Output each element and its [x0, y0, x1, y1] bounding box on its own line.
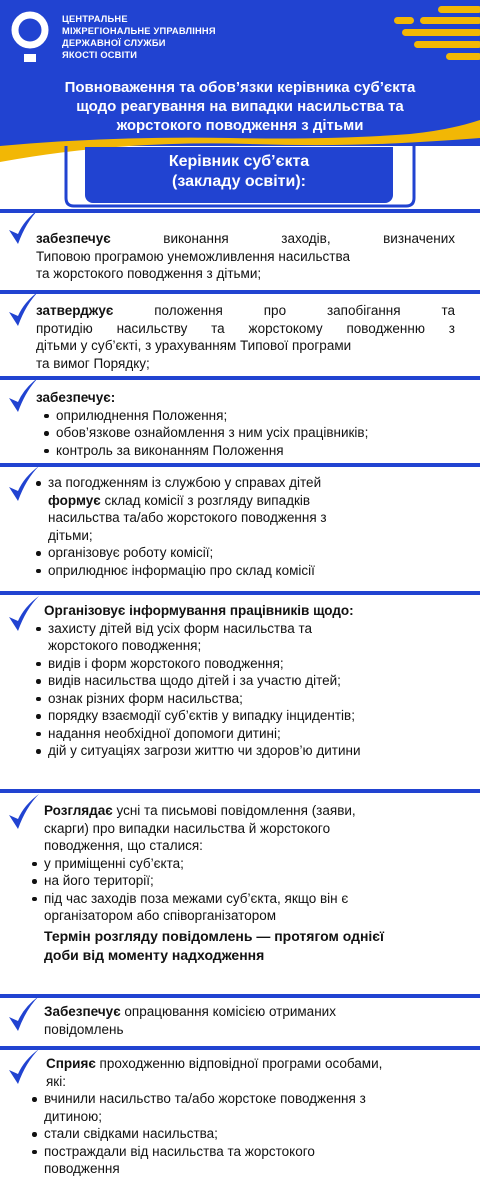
list-item: видів насильства щодо дітей і за участю дітей; — [34, 672, 474, 690]
list-item: ознак різних форм насильства; — [34, 690, 474, 708]
org-name: ЦЕНТРАЛЬНЕ МІЖРЕГІОНАЛЬНЕ УПРАВЛІННЯ ДЕРЖАВНОЇ СЛУЖБИ ЯКОСТІ ОСВІТИ — [62, 14, 216, 60]
divider — [0, 463, 480, 467]
check-mark-icon — [6, 290, 40, 330]
check-mark-icon — [6, 208, 40, 248]
list-item: захисту дітей від усіх форм насильства та жорстокого поводження; — [34, 620, 474, 655]
list-item: вчинили насильство та/або жорстоке поводження з дитиною; — [30, 1090, 470, 1125]
list-item: за погодженням із службою у справах дітей формує склад комісії з розгляду випадків насильства та/або жорстокого поводження з дітьми; — [34, 474, 464, 544]
subject-title: Керівник суб’єкта (закладу освіти): — [168, 153, 310, 190]
list-item: постраждали від насильства та жорстокого поводження — [30, 1143, 470, 1178]
section-ensures-program: забезпечує виконання заходів, визначених Типовою програмою унеможливлення насильства та жорстокого поводження з дітьми; — [36, 231, 455, 281]
section-approves-regulation: затверджує положення про запобігання та протидію насильству та жорстокому поводженню з дітьми у суб’єкті, з урахуванням Типової програми та вимог Порядку; — [36, 303, 455, 371]
list-item: видів і форм жорстокого поводження; — [34, 655, 474, 673]
qi-logo-icon — [8, 10, 56, 66]
list-item: стали свідками насильства; — [30, 1125, 470, 1143]
term-note: Термін розгляду повідомлень — протягом однієї доби від моменту надходження — [44, 927, 384, 963]
list-item: під час заходів поза межами суб’єкта, якщо він є організатором або співорганізатором — [30, 890, 470, 925]
page-title: Повноваження та обов’язки керівника суб’єкта щодо реагування на випадки насильства та жорстокого поводження з дітьми — [64, 79, 416, 134]
divider — [0, 789, 480, 793]
subject-bracket — [60, 146, 420, 210]
list-item: порядку взаємодії суб’єктів у випадку інцидентів; — [34, 707, 474, 725]
list-item: у приміщенні суб’єкта; — [30, 855, 470, 873]
divider — [0, 1046, 480, 1050]
list-item: надання необхідної допомоги дитині; — [34, 725, 474, 743]
list-item: контроль за виконанням Положення — [42, 442, 466, 460]
check-mark-icon — [6, 376, 40, 416]
divider — [0, 209, 480, 213]
list-item: оприлюднює інформацію про склад комісії — [34, 562, 464, 580]
divider — [0, 994, 480, 998]
list-item: організовує роботу комісії; — [34, 544, 464, 562]
section-considers-reports: Розглядає усні та письмові повідомлення (заяви, скарги) про випадки насильства й жорстокого поводження, що сталися: у приміщенні суб’єкта; на його території; під час заходів поза межами суб’єкта, якщо він є організатором або співорганізатором Термін розгляду повідомлень — протягом однієї доби від моменту надходження — [30, 802, 470, 965]
list-item: оприлюднення Положення; — [42, 407, 466, 425]
section-ensures-publication: забезпечує: оприлюднення Положення; обов’язкове ознайомлення з ним усіх працівників; контроль за виконанням Положення — [36, 389, 466, 459]
list-item: обов’язкове ознайомлення з ним усіх працівників; — [42, 424, 466, 442]
divider — [0, 376, 480, 380]
decor-stripes — [380, 0, 480, 70]
list-item: дій у ситуаціях загрози життю чи здоров’ю дитини — [34, 742, 474, 760]
section-ensures-processing: Забезпечує опрацювання комісією отриманих повідомлень — [44, 1004, 336, 1037]
divider — [0, 290, 480, 294]
section-promotes-program: Сприяє проходженню відповідної програми особами, які: вчинили насильство та/або жорстоке поводження з дитиною; стали свідками насильства; постраждали від насильства та жорстокого поводження — [30, 1055, 470, 1178]
section-forms-commission — [34, 474, 464, 579]
divider — [0, 591, 480, 595]
list-item: на його території; — [30, 872, 470, 890]
check-mark-icon — [6, 995, 40, 1035]
section-organizes-informing: Організовує інформування працівників щодо: захисту дітей від усіх форм насильства та жорстокого поводження; видів і форм жорстокого поводження; видів насильства щодо дітей і за участю дітей; ознак різних форм насильства; порядку взаємодії суб’єктів у випадку інцидентів; надання необхідної допомоги дитині; дій у ситуаціях загрози життю чи здоров’ю дитини — [34, 602, 474, 760]
